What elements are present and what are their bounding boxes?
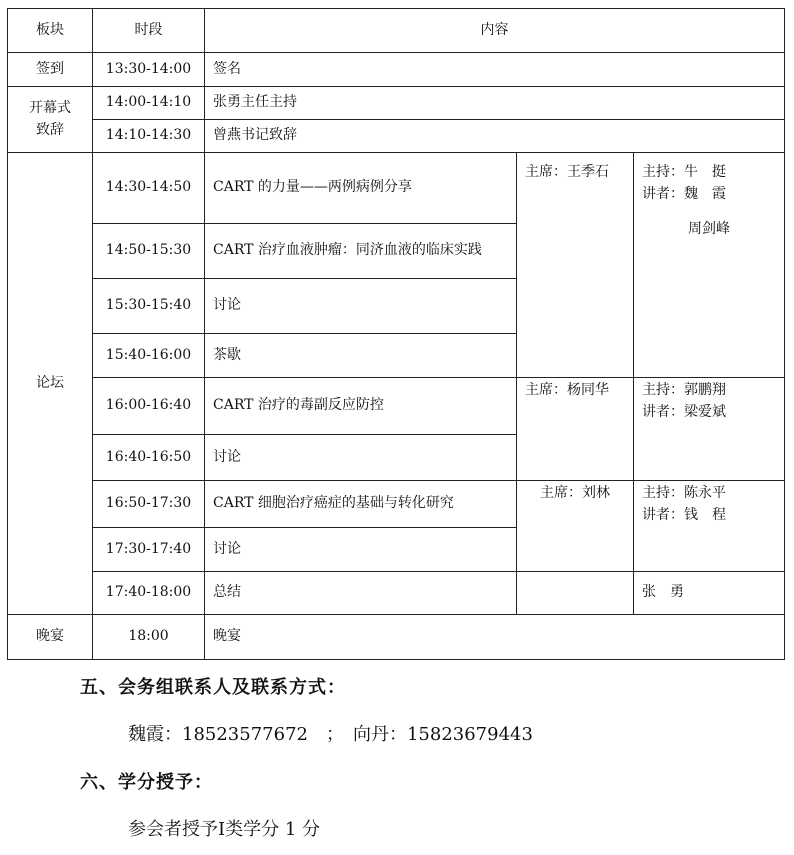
forum-host-3 [634, 481, 785, 572]
agenda-table [7, 8, 785, 660]
header-content: 内容 [205, 9, 785, 53]
header-row [8, 9, 785, 53]
forum-host-2 [634, 378, 785, 481]
forum-chair-4 [517, 572, 634, 615]
section6-text: 参会者授予Ⅰ类学分 1 分 [128, 819, 321, 840]
banquet-row [8, 615, 785, 660]
opening-content-2: 曾燕书记致辞 [205, 120, 785, 153]
forum-time-3: 15:30-15:40 [93, 279, 205, 334]
forum-host-3-host: 主持：陈永平 [642, 485, 726, 501]
checkin-time: 13:30-14:00 [93, 53, 205, 87]
forum-time-6: 16:40-16:50 [93, 435, 205, 481]
forum-row-1 [8, 153, 785, 224]
forum-chair-3: 主席：刘林 [517, 481, 634, 572]
forum-content-1: CART 的力量——两例病例分享 [205, 153, 517, 224]
opening-section-line1: 开幕式 [29, 99, 71, 116]
forum-host-1-extra: 周剑峰 [688, 221, 730, 238]
forum-content-8: 讨论 [205, 528, 517, 572]
opening-section [8, 87, 93, 153]
section6-heading: 六、学分授予： [80, 772, 213, 793]
forum-time-8: 17:30-17:40 [93, 528, 205, 572]
forum-time-4: 15:40-16:00 [93, 334, 205, 378]
checkin-row [8, 53, 785, 87]
forum-row-5 [8, 378, 785, 435]
header-time: 时段 [93, 9, 205, 53]
forum-host-4: 张 勇 [634, 572, 785, 615]
banquet-content: 晚宴 [205, 615, 785, 660]
forum-content-5: CART 治疗的毒副反应防控 [205, 378, 517, 435]
forum-row-7 [8, 481, 785, 528]
opening-time-1: 14:00-14:10 [93, 87, 205, 120]
forum-chair-2: 主席：杨同华 [517, 378, 634, 481]
opening-section-line2: 致辞 [36, 121, 64, 138]
banquet-time: 18:00 [93, 615, 205, 660]
opening-time-2: 14:10-14:30 [93, 120, 205, 153]
opening-row-1 [8, 87, 785, 120]
forum-host-2-speaker: 讲者：梁爱斌 [642, 403, 726, 420]
forum-host-1-speaker: 讲者：魏 霞 [642, 185, 726, 202]
forum-time-1: 14:30-14:50 [93, 153, 205, 224]
forum-time-2: 14:50-15:30 [93, 224, 205, 279]
forum-host-1-host: 主持：牛 挺 [642, 164, 726, 180]
forum-time-9: 17:40-18:00 [93, 572, 205, 615]
forum-content-9: 总结 [205, 572, 517, 615]
section5-contacts: 魏霞：18523577672 ； 向丹：15823679443 [128, 724, 533, 745]
forum-content-2: CART 治疗血液肿瘤：同济血液的临床实践 [205, 224, 517, 279]
forum-section: 论坛 [8, 153, 93, 615]
forum-content-7: CART 细胞治疗癌症的基础与转化研究 [205, 481, 517, 528]
forum-host-2-host: 主持：郭鹏翔 [642, 382, 726, 398]
forum-row-9 [8, 572, 785, 615]
forum-time-7: 16:50-17:30 [93, 481, 205, 528]
forum-time-5: 16:00-16:40 [93, 378, 205, 435]
banquet-section: 晚宴 [8, 615, 93, 660]
forum-host-1 [634, 153, 785, 378]
forum-content-6: 讨论 [205, 435, 517, 481]
section5-heading: 五、会务组联系人及联系方式： [80, 677, 346, 698]
forum-chair-1: 主席：王季石 [517, 153, 634, 378]
header-section: 板块 [8, 9, 93, 53]
opening-row-2 [8, 120, 785, 153]
checkin-section: 签到 [8, 53, 93, 87]
checkin-content: 签名 [205, 53, 785, 87]
forum-content-3: 讨论 [205, 279, 517, 334]
opening-content-1: 张勇主任主持 [205, 87, 785, 120]
forum-content-4: 茶歇 [205, 334, 517, 378]
forum-host-3-speaker: 讲者：钱 程 [642, 506, 726, 523]
